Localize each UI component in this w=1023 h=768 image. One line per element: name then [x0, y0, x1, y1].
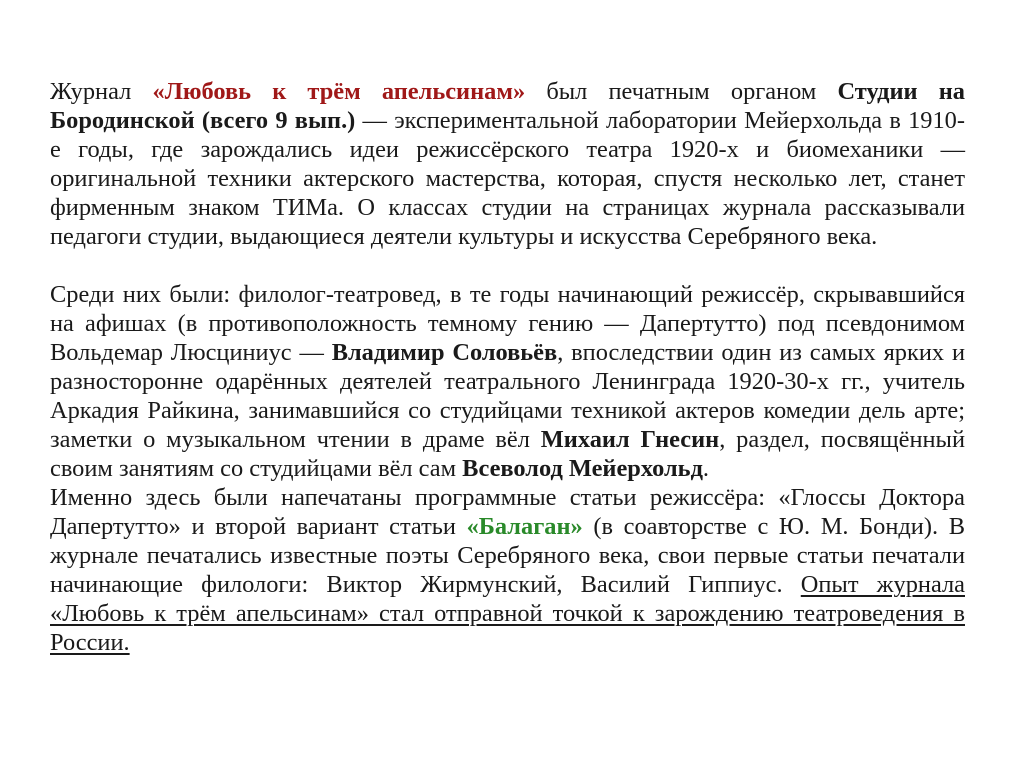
paragraph-publications — [50, 483, 965, 657]
studio-name-bold: Студии на Бородинской (всего 9 вып.) — [50, 78, 965, 134]
text: Среди них были: филолог-театровед, в те годы начинающий режиссёр, скрывавшийся на афишах (в противоположность темному гению — Дапертутто) под псевдонимом Вольдемар Люсциниус — — [50, 281, 965, 366]
text: (в соавторстве с Ю. М. Бонди). В журнале печатались известные поэты Серебряного века, свои первые статьи печатали начинающие филологи: Виктор Жирмунский, Василий Гиппиус. — [50, 513, 965, 598]
paragraph-contributors — [50, 280, 965, 483]
text: Именно здесь были напечатаны программные статьи режиссёра: «Глоссы Доктора Дапертутто» и второй вариант статьи — [50, 484, 965, 540]
paragraph-spacer — [50, 251, 965, 280]
text: , впоследствии один из самых ярких и разносторонне одарённых деятелей театрального Ленинграда 1920-30-х гг., учитель Аркадия Райкина, занимавшийся со студийцами техникой актеров комедии дель арте; заметки о музыкальном чтении в драме вёл — [50, 339, 965, 453]
paragraph-journal-intro — [50, 77, 965, 251]
name-meyerhold: Всеволод Мейерхольд — [462, 455, 703, 482]
balagan-highlight: «Балаган» — [466, 513, 583, 540]
text: , раздел, посвящённый своим занятиям со студийцами вёл сам — [50, 426, 965, 482]
slide-content — [50, 77, 965, 657]
journal-title-highlight: «Любовь к трём апельсинам» — [152, 78, 526, 105]
conclusion-underlined: Опыт журнала «Любовь к трём апельсинам» стал отправной точкой к зарождению театроведения в России. — [50, 571, 965, 656]
name-gnesin: Михаил Гнесин — [540, 426, 720, 453]
text: . — [702, 455, 710, 482]
text: был печатным органом — [525, 78, 838, 105]
text: Журнал — [50, 78, 153, 105]
name-soloviev: Владимир Соловьёв — [331, 339, 558, 366]
text: — экспериментальной лаборатории Мейерхольда в 1910-е годы, где зарождались идеи режиссёрского театра 1920-х и биомеханики — оригинальной техники актерского мастерства, которая, спустя несколько лет, станет фирменным знаком ТИМа. О классах студии на страницах журнала рассказывали педагоги студии, выдающиеся деятели культуры и искусства Серебряного века. — [50, 107, 965, 250]
